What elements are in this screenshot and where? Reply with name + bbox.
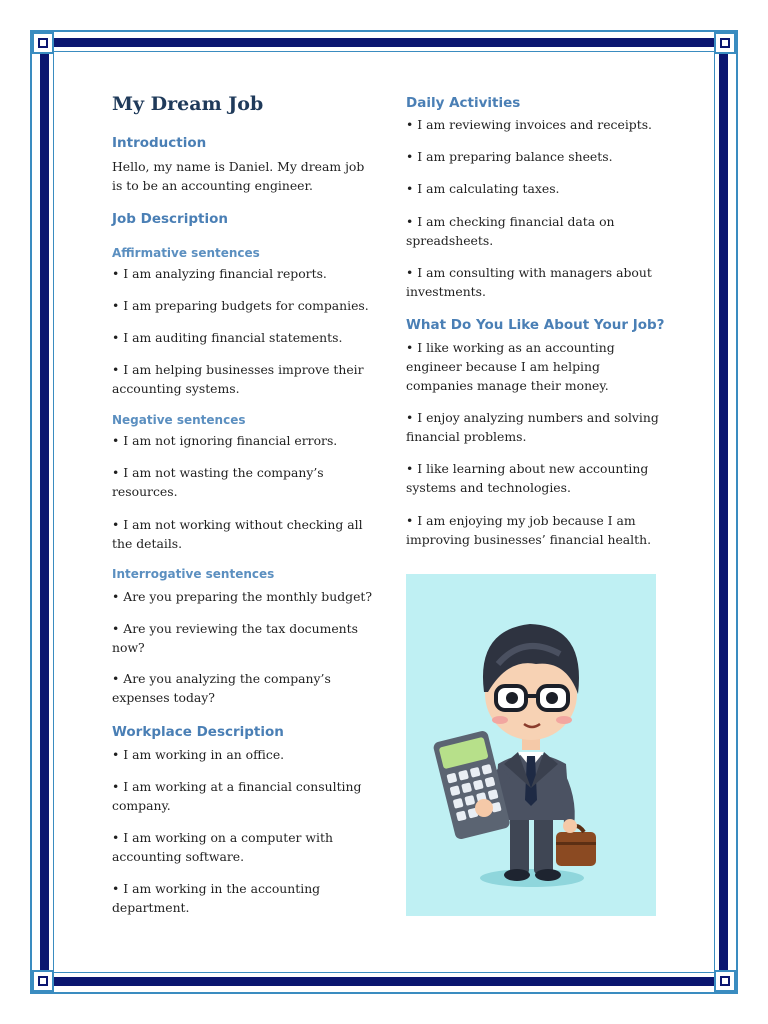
list-item: • I am working in an office. [112,747,285,762]
list-item: • I like working as an accounting engineer because I am helping companies manage their money. [406,340,615,393]
list-item: • I am not wasting the company’s resources. [112,465,324,499]
like-about-job-heading: What Do You Like About Your Job? [406,317,665,333]
border-corner-ornament [714,32,736,54]
list-item: • I am checking financial data on spreadsheets. [406,214,615,248]
list-item: • Are you analyzing the company’s expenses today? [112,671,331,705]
accountant-icon [406,574,656,916]
job-description-heading: Job Description [112,211,228,227]
list-item: • I am preparing balance sheets. [406,149,613,164]
page-title: My Dream Job [112,93,264,115]
list-item: • I enjoy analyzing numbers and solving financial problems. [406,410,659,444]
list-item: • I am consulting with managers about investments. [406,265,652,299]
affirmative-heading: Affirmative sentences [112,246,260,260]
daily-activities-heading: Daily Activities [406,95,521,111]
list-item: • I am calculating taxes. [406,181,560,196]
list-item: • I am analyzing financial reports. [112,266,327,281]
accountant-illustration [406,574,656,916]
list-item: • I am working in the accounting department. [112,881,321,915]
list-item: • I am preparing budgets for companies. [112,298,369,313]
list-item: • I am enjoying my job because I am improving businesses’ financial health. [406,513,652,547]
introduction-text: Hello, my name is Daniel. My dream job is to be an accounting engineer. [112,159,365,193]
border-corner-ornament [32,970,54,992]
negative-heading: Negative sentences [112,413,246,427]
border-corner-ornament [714,970,736,992]
workplace-heading: Workplace Description [112,724,284,740]
list-item: • Are you reviewing the tax documents now? [112,621,358,655]
introduction-heading: Introduction [112,135,207,151]
list-item: • I am reviewing invoices and receipts. [406,117,652,132]
list-item: • I am working on a computer with accounting software. [112,830,333,864]
list-item: • I am helping businesses improve their accounting systems. [112,362,364,396]
list-item: • I am not ignoring financial errors. [112,433,338,448]
list-item: • I like learning about new accounting systems and technologies. [406,461,649,495]
list-item: • Are you preparing the monthly budget? [112,589,373,604]
list-item: • I am not working without checking all the details. [112,517,363,551]
border-corner-ornament [32,32,54,54]
list-item: • I am working at a financial consulting company. [112,779,362,813]
interrogative-heading: Interrogative sentences [112,567,275,581]
list-item: • I am auditing financial statements. [112,330,343,345]
